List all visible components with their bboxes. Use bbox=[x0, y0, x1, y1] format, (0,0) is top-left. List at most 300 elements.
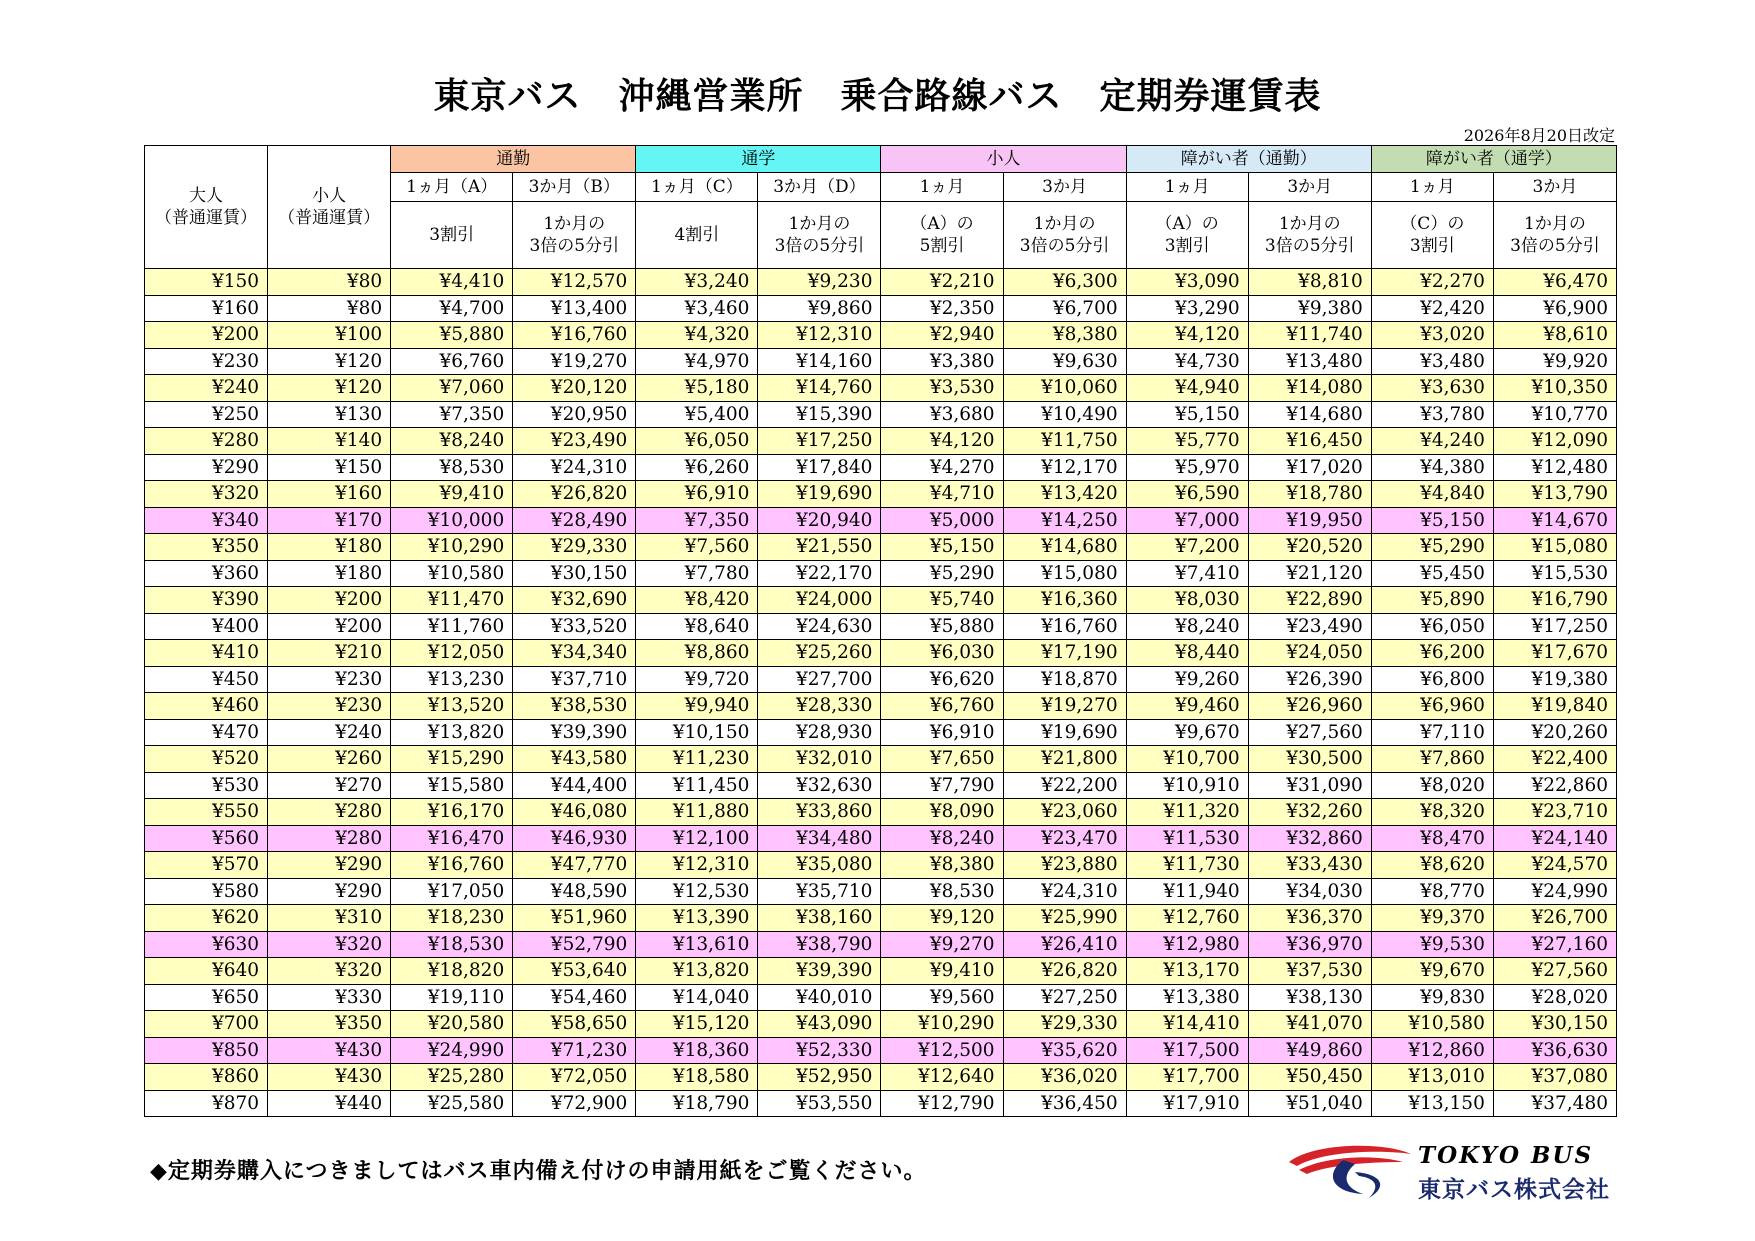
table-cell: ¥29,330 bbox=[1003, 1011, 1126, 1038]
table-cell: ¥10,910 bbox=[1126, 772, 1248, 799]
table-cell: ¥8,020 bbox=[1371, 772, 1493, 799]
table-cell: ¥17,670 bbox=[1493, 640, 1616, 667]
table-cell: ¥9,560 bbox=[881, 984, 1003, 1011]
table-cell: ¥11,880 bbox=[636, 799, 758, 826]
table-cell: ¥50,450 bbox=[1248, 1064, 1371, 1091]
table-row bbox=[145, 1090, 1617, 1117]
table-cell: ¥320 bbox=[268, 958, 391, 985]
group-header: 通学 bbox=[636, 146, 881, 173]
table-cell: ¥4,970 bbox=[636, 348, 758, 375]
table-cell: ¥51,960 bbox=[513, 905, 636, 932]
page-title: 東京バス 沖縄営業所 乗合路線バス 定期券運賃表 bbox=[433, 76, 1322, 117]
table-cell: ¥850 bbox=[145, 1037, 268, 1064]
table-cell: ¥350 bbox=[268, 1011, 391, 1038]
table-cell: ¥30,500 bbox=[1248, 746, 1371, 773]
table-cell: ¥6,590 bbox=[1126, 481, 1248, 508]
table-cell: ¥11,750 bbox=[1003, 428, 1126, 455]
table-row bbox=[145, 825, 1617, 852]
table-cell: ¥4,380 bbox=[1371, 454, 1493, 481]
table-cell: ¥10,770 bbox=[1493, 401, 1616, 428]
table-row bbox=[145, 984, 1617, 1011]
table-cell: ¥27,250 bbox=[1003, 984, 1126, 1011]
table-cell: ¥12,640 bbox=[881, 1064, 1003, 1091]
table-row bbox=[145, 852, 1617, 879]
table-cell: ¥7,560 bbox=[636, 534, 758, 561]
table-cell: ¥27,700 bbox=[758, 666, 881, 693]
table-cell: ¥14,250 bbox=[1003, 507, 1126, 534]
table-row bbox=[145, 931, 1617, 958]
table-cell: ¥5,400 bbox=[636, 401, 758, 428]
table-header bbox=[145, 146, 1617, 269]
table-cell: ¥7,350 bbox=[391, 401, 513, 428]
table-cell: ¥26,960 bbox=[1248, 693, 1371, 720]
table-cell: ¥46,930 bbox=[513, 825, 636, 852]
table-cell: ¥3,530 bbox=[881, 375, 1003, 402]
table-row bbox=[145, 666, 1617, 693]
table-cell: ¥28,020 bbox=[1493, 984, 1616, 1011]
table-cell: ¥6,200 bbox=[1371, 640, 1493, 667]
table-cell: ¥19,950 bbox=[1248, 507, 1371, 534]
table-row bbox=[145, 534, 1617, 561]
table-cell: ¥250 bbox=[145, 401, 268, 428]
table-cell: ¥5,450 bbox=[1371, 560, 1493, 587]
table-cell: ¥180 bbox=[268, 534, 391, 561]
table-cell: ¥11,470 bbox=[391, 587, 513, 614]
table-row bbox=[145, 560, 1617, 587]
table-cell: ¥7,060 bbox=[391, 375, 513, 402]
table-cell: ¥9,940 bbox=[636, 693, 758, 720]
table-cell: ¥19,690 bbox=[1003, 719, 1126, 746]
table-cell: ¥36,370 bbox=[1248, 905, 1371, 932]
table-cell: ¥19,690 bbox=[758, 481, 881, 508]
table-cell: ¥35,620 bbox=[1003, 1037, 1126, 1064]
table-cell: ¥9,670 bbox=[1371, 958, 1493, 985]
table-cell: ¥6,700 bbox=[1003, 295, 1126, 322]
table-cell: ¥11,450 bbox=[636, 772, 758, 799]
table-cell: ¥18,580 bbox=[636, 1064, 758, 1091]
table-cell: ¥10,290 bbox=[391, 534, 513, 561]
table-cell: ¥7,350 bbox=[636, 507, 758, 534]
table-cell: ¥6,300 bbox=[1003, 269, 1126, 296]
table-cell: ¥44,400 bbox=[513, 772, 636, 799]
table-cell: ¥22,170 bbox=[758, 560, 881, 587]
table-cell: ¥24,570 bbox=[1493, 852, 1616, 879]
table-cell: ¥47,770 bbox=[513, 852, 636, 879]
table-cell: ¥6,760 bbox=[391, 348, 513, 375]
table-cell: ¥13,380 bbox=[1126, 984, 1248, 1011]
table-cell: ¥18,230 bbox=[391, 905, 513, 932]
table-cell: ¥26,390 bbox=[1248, 666, 1371, 693]
table-cell: ¥12,570 bbox=[513, 269, 636, 296]
table-row bbox=[145, 507, 1617, 534]
table-cell: ¥13,420 bbox=[1003, 481, 1126, 508]
table-cell: ¥6,910 bbox=[636, 481, 758, 508]
table-cell: ¥4,710 bbox=[881, 481, 1003, 508]
table-row bbox=[145, 613, 1617, 640]
table-cell: ¥8,240 bbox=[391, 428, 513, 455]
table-cell: ¥19,270 bbox=[513, 348, 636, 375]
table-cell: ¥23,470 bbox=[1003, 825, 1126, 852]
table-cell: ¥560 bbox=[145, 825, 268, 852]
table-cell: ¥9,120 bbox=[881, 905, 1003, 932]
table-cell: ¥8,240 bbox=[1126, 613, 1248, 640]
table-cell: ¥3,020 bbox=[1371, 322, 1493, 349]
table-cell: ¥11,530 bbox=[1126, 825, 1248, 852]
table-cell: ¥32,860 bbox=[1248, 825, 1371, 852]
table-cell: ¥32,010 bbox=[758, 746, 881, 773]
period-header: 1ヵ月（A） bbox=[391, 173, 513, 202]
table-cell: ¥310 bbox=[268, 905, 391, 932]
table-row bbox=[145, 878, 1617, 905]
table-cell: ¥5,290 bbox=[881, 560, 1003, 587]
table-cell: ¥570 bbox=[145, 852, 268, 879]
table-cell: ¥8,320 bbox=[1371, 799, 1493, 826]
table-cell: ¥200 bbox=[145, 322, 268, 349]
table-cell: ¥36,630 bbox=[1493, 1037, 1616, 1064]
logo-text-en: TOKYO BUS bbox=[1418, 1142, 1594, 1169]
table-cell: ¥46,080 bbox=[513, 799, 636, 826]
table-cell: ¥630 bbox=[145, 931, 268, 958]
table-cell: ¥7,410 bbox=[1126, 560, 1248, 587]
footnote: ◆定期券購入につきましてはバス車内備え付けの申請用紙をご覧ください。 bbox=[150, 1159, 927, 1184]
table-cell: ¥4,940 bbox=[1126, 375, 1248, 402]
table-cell: ¥4,840 bbox=[1371, 481, 1493, 508]
table-cell: ¥8,240 bbox=[881, 825, 1003, 852]
table-cell: ¥200 bbox=[268, 587, 391, 614]
discount-header: 1か月の 3倍の5分引 bbox=[1003, 202, 1126, 269]
table-cell: ¥14,160 bbox=[758, 348, 881, 375]
table-row bbox=[145, 401, 1617, 428]
table-cell: ¥3,090 bbox=[1126, 269, 1248, 296]
table-cell: ¥11,320 bbox=[1126, 799, 1248, 826]
table-cell: ¥3,780 bbox=[1371, 401, 1493, 428]
table-cell: ¥5,180 bbox=[636, 375, 758, 402]
table-cell: ¥19,380 bbox=[1493, 666, 1616, 693]
table-cell: ¥11,940 bbox=[1126, 878, 1248, 905]
table-cell: ¥360 bbox=[145, 560, 268, 587]
table-cell: ¥9,860 bbox=[758, 295, 881, 322]
table-cell: ¥320 bbox=[268, 931, 391, 958]
table-cell: ¥14,080 bbox=[1248, 375, 1371, 402]
table-cell: ¥22,400 bbox=[1493, 746, 1616, 773]
table-cell: ¥6,260 bbox=[636, 454, 758, 481]
table-cell: ¥2,940 bbox=[881, 322, 1003, 349]
table-cell: ¥26,700 bbox=[1493, 905, 1616, 932]
logo-text-ja: 東京バス株式会社 bbox=[1418, 1177, 1610, 1203]
table-cell: ¥23,490 bbox=[1248, 613, 1371, 640]
table-row bbox=[145, 1064, 1617, 1091]
table-cell: ¥350 bbox=[145, 534, 268, 561]
table-cell: ¥6,960 bbox=[1371, 693, 1493, 720]
table-cell: ¥72,900 bbox=[513, 1090, 636, 1117]
table-cell: ¥37,710 bbox=[513, 666, 636, 693]
company-logo bbox=[1285, 1140, 1620, 1202]
table-cell: ¥25,280 bbox=[391, 1064, 513, 1091]
table-cell: ¥14,670 bbox=[1493, 507, 1616, 534]
table-cell: ¥4,270 bbox=[881, 454, 1003, 481]
table-row bbox=[145, 1011, 1617, 1038]
table-cell: ¥9,920 bbox=[1493, 348, 1616, 375]
table-cell: ¥16,760 bbox=[1003, 613, 1126, 640]
table-cell: ¥3,380 bbox=[881, 348, 1003, 375]
table-cell: ¥7,790 bbox=[881, 772, 1003, 799]
table-row bbox=[145, 746, 1617, 773]
table-cell: ¥53,550 bbox=[758, 1090, 881, 1117]
table-cell: ¥38,530 bbox=[513, 693, 636, 720]
table-cell: ¥100 bbox=[268, 322, 391, 349]
table-cell: ¥16,360 bbox=[1003, 587, 1126, 614]
table-cell: ¥72,050 bbox=[513, 1064, 636, 1091]
period-header: 3か月 bbox=[1248, 173, 1371, 202]
table-cell: ¥51,040 bbox=[1248, 1090, 1371, 1117]
table-cell: ¥120 bbox=[268, 375, 391, 402]
table-cell: ¥470 bbox=[145, 719, 268, 746]
table-cell: ¥21,800 bbox=[1003, 746, 1126, 773]
table-cell: ¥2,270 bbox=[1371, 269, 1493, 296]
table-cell: ¥58,650 bbox=[513, 1011, 636, 1038]
table-cell: ¥240 bbox=[145, 375, 268, 402]
table-cell: ¥8,470 bbox=[1371, 825, 1493, 852]
table-cell: ¥18,820 bbox=[391, 958, 513, 985]
table-cell: ¥30,150 bbox=[513, 560, 636, 587]
table-cell: ¥20,520 bbox=[1248, 534, 1371, 561]
table-cell: ¥20,940 bbox=[758, 507, 881, 534]
table-cell: ¥13,820 bbox=[391, 719, 513, 746]
table-cell: ¥37,480 bbox=[1493, 1090, 1616, 1117]
table-cell: ¥8,440 bbox=[1126, 640, 1248, 667]
table-cell: ¥21,120 bbox=[1248, 560, 1371, 587]
table-cell: ¥4,240 bbox=[1371, 428, 1493, 455]
table-cell: ¥38,790 bbox=[758, 931, 881, 958]
table-cell: ¥8,770 bbox=[1371, 878, 1493, 905]
table-cell: ¥9,670 bbox=[1126, 719, 1248, 746]
table-cell: ¥43,090 bbox=[758, 1011, 881, 1038]
table-cell: ¥17,500 bbox=[1126, 1037, 1248, 1064]
table-cell: ¥10,490 bbox=[1003, 401, 1126, 428]
table-cell: ¥15,580 bbox=[391, 772, 513, 799]
table-cell: ¥18,360 bbox=[636, 1037, 758, 1064]
table-cell: ¥16,790 bbox=[1493, 587, 1616, 614]
table-cell: ¥11,760 bbox=[391, 613, 513, 640]
table-cell: ¥10,580 bbox=[1371, 1011, 1493, 1038]
table-row bbox=[145, 958, 1617, 985]
table-cell: ¥17,250 bbox=[758, 428, 881, 455]
table-cell: ¥39,390 bbox=[513, 719, 636, 746]
table-cell: ¥9,630 bbox=[1003, 348, 1126, 375]
table-row bbox=[145, 799, 1617, 826]
table-cell: ¥23,880 bbox=[1003, 852, 1126, 879]
table-cell: ¥390 bbox=[145, 587, 268, 614]
table-cell: ¥9,460 bbox=[1126, 693, 1248, 720]
table-cell: ¥230 bbox=[145, 348, 268, 375]
table-cell: ¥49,860 bbox=[1248, 1037, 1371, 1064]
table-cell: ¥36,450 bbox=[1003, 1090, 1126, 1117]
table-cell: ¥520 bbox=[145, 746, 268, 773]
table-cell: ¥6,030 bbox=[881, 640, 1003, 667]
table-cell: ¥20,260 bbox=[1493, 719, 1616, 746]
table-cell: ¥25,580 bbox=[391, 1090, 513, 1117]
table-cell: ¥290 bbox=[268, 852, 391, 879]
table-cell: ¥460 bbox=[145, 693, 268, 720]
table-cell: ¥10,700 bbox=[1126, 746, 1248, 773]
table-cell: ¥150 bbox=[268, 454, 391, 481]
table-cell: ¥12,760 bbox=[1126, 905, 1248, 932]
table-cell: ¥20,120 bbox=[513, 375, 636, 402]
table-cell: ¥24,990 bbox=[1493, 878, 1616, 905]
table-cell: ¥5,740 bbox=[881, 587, 1003, 614]
table-cell: ¥8,620 bbox=[1371, 852, 1493, 879]
table-cell: ¥10,150 bbox=[636, 719, 758, 746]
table-cell: ¥5,150 bbox=[881, 534, 1003, 561]
table-cell: ¥4,320 bbox=[636, 322, 758, 349]
table-cell: ¥17,250 bbox=[1493, 613, 1616, 640]
table-cell: ¥8,380 bbox=[1003, 322, 1126, 349]
table-cell: ¥24,050 bbox=[1248, 640, 1371, 667]
table-cell: ¥15,120 bbox=[636, 1011, 758, 1038]
table-row bbox=[145, 1037, 1617, 1064]
table-cell: ¥8,860 bbox=[636, 640, 758, 667]
table-cell: ¥9,370 bbox=[1371, 905, 1493, 932]
table-cell: ¥260 bbox=[268, 746, 391, 773]
table-cell: ¥23,710 bbox=[1493, 799, 1616, 826]
table-cell: ¥2,350 bbox=[881, 295, 1003, 322]
table-cell: ¥48,590 bbox=[513, 878, 636, 905]
table-row bbox=[145, 375, 1617, 402]
table-cell: ¥33,520 bbox=[513, 613, 636, 640]
table-cell: ¥15,080 bbox=[1003, 560, 1126, 587]
table-cell: ¥13,820 bbox=[636, 958, 758, 985]
table-cell: ¥8,640 bbox=[636, 613, 758, 640]
group-header: 通勤 bbox=[391, 146, 636, 173]
table-row bbox=[145, 454, 1617, 481]
table-cell: ¥640 bbox=[145, 958, 268, 985]
table-cell: ¥7,650 bbox=[881, 746, 1003, 773]
table-cell: ¥200 bbox=[268, 613, 391, 640]
table-cell: ¥53,640 bbox=[513, 958, 636, 985]
period-header: 3か月 bbox=[1003, 173, 1126, 202]
table-cell: ¥13,150 bbox=[1371, 1090, 1493, 1117]
group-header: 小人 bbox=[881, 146, 1126, 173]
table-cell: ¥10,000 bbox=[391, 507, 513, 534]
table-cell: ¥430 bbox=[268, 1037, 391, 1064]
table-cell: ¥7,000 bbox=[1126, 507, 1248, 534]
period-header: 1ヵ月 bbox=[881, 173, 1003, 202]
table-cell: ¥13,400 bbox=[513, 295, 636, 322]
table-cell: ¥6,050 bbox=[636, 428, 758, 455]
period-header: 1ヵ月 bbox=[1371, 173, 1493, 202]
table-cell: ¥22,890 bbox=[1248, 587, 1371, 614]
table-row bbox=[145, 481, 1617, 508]
table-row bbox=[145, 587, 1617, 614]
table-cell: ¥870 bbox=[145, 1090, 268, 1117]
table-cell: ¥6,760 bbox=[881, 693, 1003, 720]
discount-header: （A）の 5割引 bbox=[881, 202, 1003, 269]
table-cell: ¥17,910 bbox=[1126, 1090, 1248, 1117]
table-cell: ¥4,120 bbox=[881, 428, 1003, 455]
table-cell: ¥16,450 bbox=[1248, 428, 1371, 455]
revision-date: 2026年8月20日改定 bbox=[1463, 126, 1615, 145]
table-cell: ¥19,270 bbox=[1003, 693, 1126, 720]
table-cell: ¥33,860 bbox=[758, 799, 881, 826]
table-cell: ¥12,860 bbox=[1371, 1037, 1493, 1064]
table-cell: ¥4,730 bbox=[1126, 348, 1248, 375]
table-cell: ¥12,530 bbox=[636, 878, 758, 905]
table-cell: ¥5,970 bbox=[1126, 454, 1248, 481]
table-cell: ¥11,730 bbox=[1126, 852, 1248, 879]
table-cell: ¥120 bbox=[268, 348, 391, 375]
table-cell: ¥37,530 bbox=[1248, 958, 1371, 985]
table-cell: ¥80 bbox=[268, 295, 391, 322]
table-cell: ¥19,840 bbox=[1493, 693, 1616, 720]
table-cell: ¥71,230 bbox=[513, 1037, 636, 1064]
table-cell: ¥35,080 bbox=[758, 852, 881, 879]
table-cell: ¥28,330 bbox=[758, 693, 881, 720]
table-cell: ¥26,410 bbox=[1003, 931, 1126, 958]
table-cell: ¥32,630 bbox=[758, 772, 881, 799]
table-cell: ¥20,950 bbox=[513, 401, 636, 428]
table-cell: ¥230 bbox=[268, 666, 391, 693]
group-header: 障がい者（通勤） bbox=[1126, 146, 1371, 173]
table-cell: ¥13,010 bbox=[1371, 1064, 1493, 1091]
table-row bbox=[145, 905, 1617, 932]
table-cell: ¥12,500 bbox=[881, 1037, 1003, 1064]
table-cell: ¥13,390 bbox=[636, 905, 758, 932]
table-cell: ¥12,090 bbox=[1493, 428, 1616, 455]
table-cell: ¥440 bbox=[268, 1090, 391, 1117]
table-cell: ¥580 bbox=[145, 878, 268, 905]
table-cell: ¥5,890 bbox=[1371, 587, 1493, 614]
table-cell: ¥700 bbox=[145, 1011, 268, 1038]
table-cell: ¥9,410 bbox=[391, 481, 513, 508]
fare-table-body bbox=[145, 269, 1617, 1117]
table-row bbox=[145, 428, 1617, 455]
table-row bbox=[145, 719, 1617, 746]
table-cell: ¥10,580 bbox=[391, 560, 513, 587]
table-cell: ¥14,040 bbox=[636, 984, 758, 1011]
table-cell: ¥41,070 bbox=[1248, 1011, 1371, 1038]
table-cell: ¥160 bbox=[145, 295, 268, 322]
table-cell: ¥18,780 bbox=[1248, 481, 1371, 508]
table-cell: ¥290 bbox=[145, 454, 268, 481]
table-cell: ¥10,350 bbox=[1493, 375, 1616, 402]
table-cell: ¥17,050 bbox=[391, 878, 513, 905]
table-cell: ¥7,110 bbox=[1371, 719, 1493, 746]
table-cell: ¥26,820 bbox=[1003, 958, 1126, 985]
table-cell: ¥34,480 bbox=[758, 825, 881, 852]
table-cell: ¥9,830 bbox=[1371, 984, 1493, 1011]
table-row bbox=[145, 295, 1617, 322]
tokyo-bus-emblem-icon bbox=[1285, 1140, 1415, 1202]
table-cell: ¥14,680 bbox=[1248, 401, 1371, 428]
table-cell: ¥32,690 bbox=[513, 587, 636, 614]
table-cell: ¥34,340 bbox=[513, 640, 636, 667]
table-cell: ¥280 bbox=[268, 825, 391, 852]
table-cell: ¥3,630 bbox=[1371, 375, 1493, 402]
table-cell: ¥8,030 bbox=[1126, 587, 1248, 614]
table-cell: ¥21,550 bbox=[758, 534, 881, 561]
table-cell: ¥24,310 bbox=[1003, 878, 1126, 905]
table-cell: ¥52,790 bbox=[513, 931, 636, 958]
table-cell: ¥34,030 bbox=[1248, 878, 1371, 905]
table-cell: ¥7,200 bbox=[1126, 534, 1248, 561]
table-cell: ¥650 bbox=[145, 984, 268, 1011]
header-adult-fare: 大人 （普通運賃） bbox=[145, 146, 268, 269]
table-cell: ¥12,790 bbox=[881, 1090, 1003, 1117]
table-cell: ¥28,490 bbox=[513, 507, 636, 534]
table-cell: ¥36,970 bbox=[1248, 931, 1371, 958]
table-cell: ¥210 bbox=[268, 640, 391, 667]
table-cell: ¥12,050 bbox=[391, 640, 513, 667]
